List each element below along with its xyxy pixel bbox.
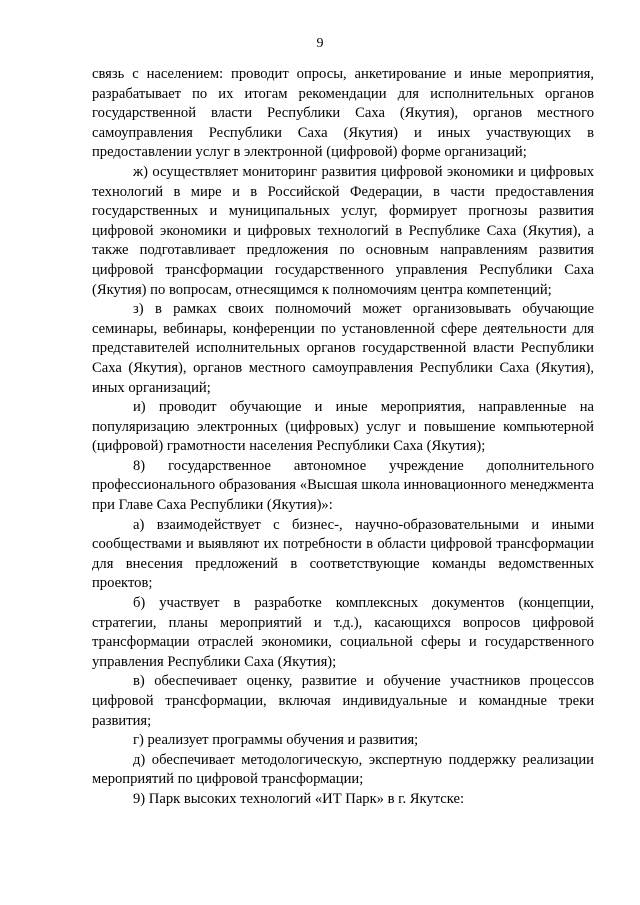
paragraph-item-zh: ж) осуществляет мониторинг развития цифровой экономики и цифровых технологий в мире и в Российской Федерации, в части предоставления государственных и муниципальных услуг, формирует прогнозы развития цифровой экономики и цифровых технологий в Республике Саха (Якутия), а также подготавливает предложения по основным направлениям развития цифровой трансформации государственного управления Республики Саха (Якутия) по вопросам, отнесящимся к полномочиям центра компетенций; — [92, 163, 594, 298]
paragraph-item-8: 8) государственное автономное учреждение дополнительного профессионального образования «Высшая школа инновационного менеджмента при Главе Саха Республики (Якутия)»: — [92, 457, 594, 514]
paragraph-item-a: а) взаимодействует с бизнес-, научно-образовательными и иными сообществами и выявляют их потребности в области цифровой трансформации для внесения предложений в соответствующие команды ведомственных проектов; — [92, 516, 594, 592]
paragraph-item-b: б) участвует в разработке комплексных документов (концепции, стратегии, планы мероприятий и т.д.), касающихся вопросов цифровой трансформации отраслей экономики, социальной сферы и государственного управления Республики Саха (Якутия); — [92, 595, 594, 670]
paragraph-item-i: и) проводит обучающие и иные мероприятия, направленные на популяризацию электронных (цифровых) услуг и повышение компьютерной (цифровой) грамотности населения Республики Саха (Якутия); — [92, 399, 594, 455]
paragraph-continuation: связь с населением: проводит опросы, анкетирование и иные мероприятия, разрабатывает по их итогам рекомендации для исполнительных органов государственной власти Республики Саха (Якутия), органов местного самоуправления Республики Саха (Якутия) и иных участвующих в предоставлении услуг в электронной (цифровой) форме организаций; — [92, 66, 594, 161]
paragraph-item-g: г) реализует программы обучения и развития; — [133, 732, 419, 749]
page-number: 9 — [316, 36, 324, 51]
document-body — [92, 65, 594, 810]
paragraph-item-z: з) в рамках своих полномочий может организовывать обучающие семинары, вебинары, конференции по установленной сфере деятельности для представителей исполнительных органов государственной власти Республики Саха (Якутия), органов местного самоуправления Республики Саха (Якутия), иных организаций; — [92, 301, 594, 396]
paragraph-item-9: 9) Парк высоких технологий «ИТ Парк» в г. Якутске: — [133, 790, 465, 807]
paragraph-item-v: в) обеспечивает оценку, развитие и обучение участников процессов цифровой трансформации, включая индивидуальные и командные треки развития; — [92, 673, 594, 729]
paragraph-item-d: д) обеспечивает методологическую, экспертную поддержку реализации мероприятий по цифровой трансформации; — [92, 751, 594, 788]
